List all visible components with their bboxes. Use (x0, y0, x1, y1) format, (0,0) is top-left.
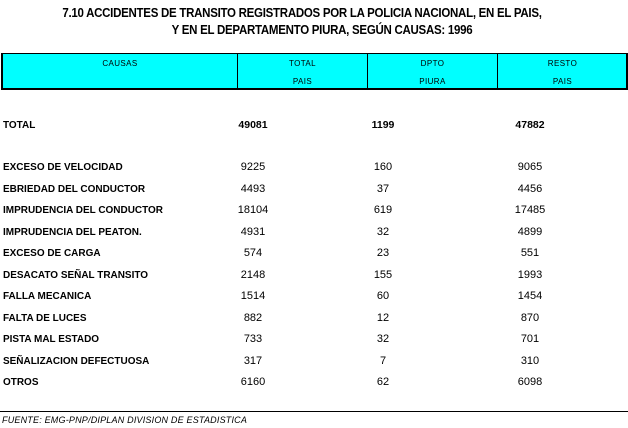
row-dpto-piura: 7 (379, 355, 387, 367)
table-row-total (0, 119, 628, 135)
row-total-pais: 4931 (240, 226, 266, 238)
header-total-pais-line2: PAIS (292, 77, 313, 86)
table-row (0, 183, 628, 199)
row-total-pais: 1514 (240, 290, 266, 302)
header-resto-pais-line1: RESTO (547, 59, 578, 68)
row-dpto-piura: 32 (376, 226, 390, 238)
table-row (0, 204, 628, 220)
row-total-pais: 2148 (240, 269, 266, 281)
row-total-pais: 4493 (240, 183, 266, 195)
row-dpto-piura: 12 (376, 312, 390, 324)
table-row (0, 226, 628, 242)
row-cause: SEÑALIZACION DEFECTUOSA (3, 355, 150, 367)
row-dpto-piura: 62 (376, 376, 390, 388)
row-resto-pais: 1454 (517, 290, 543, 302)
row-cause: FALLA MECANICA (3, 290, 92, 302)
row-resto-pais: 17485 (514, 204, 546, 216)
row-resto-pais: 4899 (517, 226, 543, 238)
footer-divider (0, 411, 628, 412)
row-cause: OTROS (3, 376, 39, 388)
table-row (0, 355, 628, 371)
table-header (1, 53, 628, 90)
table-row (0, 376, 628, 392)
table-row (0, 161, 628, 177)
row-total-pais: 49081 (238, 119, 268, 131)
row-resto-pais: 6098 (517, 376, 543, 388)
row-resto-pais: 701 (520, 333, 540, 345)
row-cause: PISTA MAL ESTADO (3, 333, 100, 345)
row-dpto-piura: 60 (376, 290, 390, 302)
table-row (0, 333, 628, 349)
row-cause: FALTA DE LUCES (3, 312, 87, 324)
row-resto-pais: 551 (520, 247, 540, 259)
table-row (0, 290, 628, 306)
row-resto-pais: 310 (520, 355, 540, 367)
header-causas (3, 54, 237, 88)
row-resto-pais: 1993 (517, 269, 543, 281)
row-total-pais: 882 (243, 312, 263, 324)
row-cause: EXCESO DE CARGA (3, 247, 101, 259)
row-dpto-piura: 37 (376, 183, 390, 195)
row-cause: TOTAL (3, 119, 36, 131)
row-cause: EXCESO DE VELOCIDAD (3, 161, 123, 173)
row-dpto-piura: 619 (373, 204, 393, 216)
source-note: FUENTE: EMG-PNP/DIPLAN DIVISION DE ESTADISTICA (2, 415, 248, 425)
row-dpto-piura: 23 (376, 247, 390, 259)
header-total-pais-line1: TOTAL (288, 59, 317, 68)
row-cause: EBRIEDAD DEL CONDUCTOR (3, 183, 146, 195)
row-resto-pais: 870 (520, 312, 540, 324)
row-total-pais: 733 (243, 333, 263, 345)
header-dpto-piura-line1: DPTO (420, 59, 445, 68)
row-dpto-piura: 160 (373, 161, 393, 173)
row-cause: DESACATO SEÑAL TRANSITO (3, 269, 149, 281)
table-title-line-1: 7.10 ACCIDENTES DE TRANSITO REGISTRADOS POR LA POLICIA NACIONAL, EN EL PAIS, (62, 6, 542, 20)
row-dpto-piura: 155 (373, 269, 393, 281)
table-title-line-2: Y EN EL DEPARTAMENTO PIURA, SEGÚN CAUSAS: 1996 (171, 23, 473, 37)
row-resto-pais: 4456 (517, 183, 543, 195)
header-total-pais (237, 54, 367, 88)
header-causas-label: CAUSAS (102, 59, 138, 68)
table-row (0, 312, 628, 328)
row-cause: IMPRUDENCIA DEL PEATON. (3, 226, 142, 238)
header-dpto-piura-line2: PIURA (419, 77, 446, 86)
row-total-pais: 18104 (237, 204, 269, 216)
row-total-pais: 317 (243, 355, 263, 367)
row-dpto-piura: 32 (376, 333, 390, 345)
header-resto-pais-line2: PAIS (552, 77, 573, 86)
table-row (0, 269, 628, 285)
header-dpto-piura (367, 54, 497, 88)
row-resto-pais: 47882 (515, 119, 545, 131)
row-cause: IMPRUDENCIA DEL CONDUCTOR (3, 204, 163, 216)
table-row (0, 247, 628, 263)
row-total-pais: 9225 (240, 161, 266, 173)
row-total-pais: 6160 (240, 376, 266, 388)
header-resto-pais (497, 54, 627, 88)
row-total-pais: 574 (243, 247, 263, 259)
row-dpto-piura: 1199 (371, 119, 395, 131)
row-resto-pais: 9065 (517, 161, 543, 173)
